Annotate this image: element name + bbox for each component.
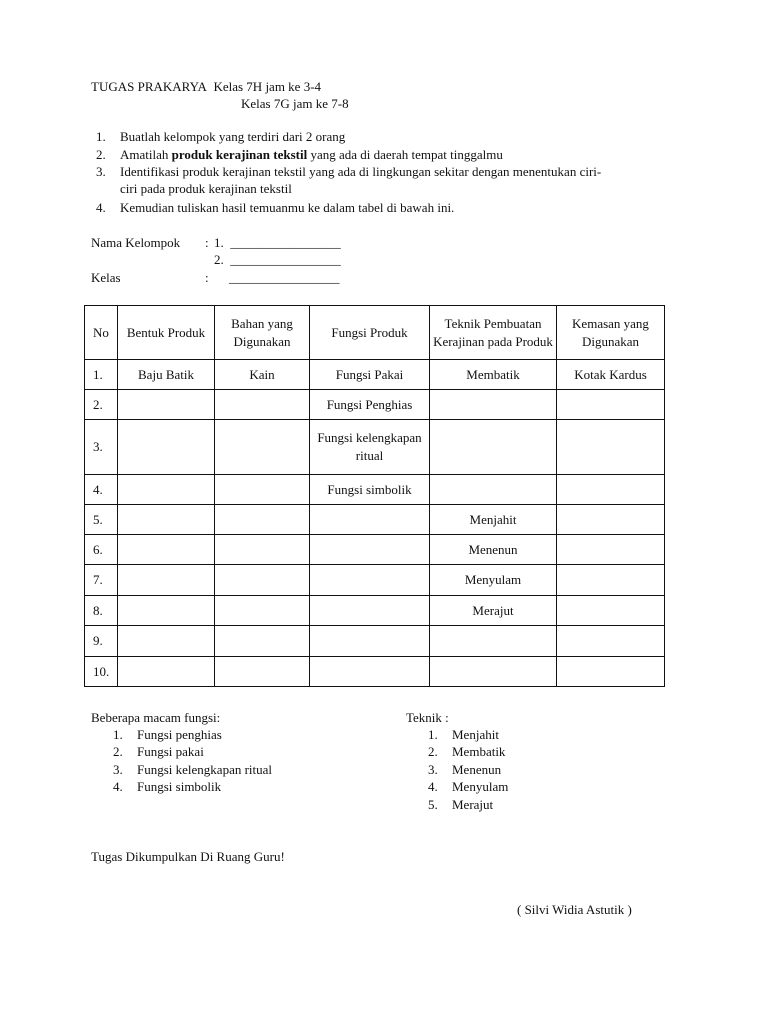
table-header-row: [85, 306, 665, 360]
table-cell: [430, 657, 557, 687]
table-cell: Membatik: [430, 360, 557, 390]
table-cell: [215, 596, 310, 626]
product-table: [84, 305, 665, 687]
table-cell: 1.: [85, 360, 118, 390]
list-item: 1. Menjahit: [428, 727, 499, 742]
table-cell: [430, 475, 557, 505]
table-cell: 10.: [85, 657, 118, 687]
list-item: 3. Fungsi kelengkapan ritual: [113, 762, 273, 777]
instruction-continuation: ciri pada produk kerajinan tekstil: [120, 181, 292, 196]
colon: :: [205, 235, 209, 250]
header-cell: Fungsi Produk: [310, 306, 430, 360]
table-cell: [215, 390, 310, 420]
member-2-field[interactable]: 2. _________________: [214, 252, 341, 267]
header-cell: No: [85, 306, 118, 360]
header-cell: Kemasan yang Digunakan: [557, 306, 665, 360]
table-cell: [310, 565, 430, 596]
table-cell: Menenun: [430, 535, 557, 565]
table-cell: 4.: [85, 475, 118, 505]
table-cell: [118, 596, 215, 626]
blank-line: _________________: [230, 235, 341, 250]
instruction-item: 4. Kemudian tuliskan hasil temuanmu ke dalam tabel di bawah ini.: [96, 200, 455, 215]
table-cell: [557, 596, 665, 626]
table-row: [85, 535, 665, 565]
table-row: [85, 596, 665, 626]
table-cell: [430, 626, 557, 657]
functions-title: Beberapa macam fungsi:: [91, 710, 221, 725]
table-cell: [310, 657, 430, 687]
table-cell: Kain: [215, 360, 310, 390]
table-cell: [118, 475, 215, 505]
table-cell: [215, 475, 310, 505]
table-row: [85, 657, 665, 687]
table-cell: Menjahit: [430, 505, 557, 535]
table-row: [85, 420, 665, 475]
colon: :: [205, 270, 209, 285]
table-cell: [557, 565, 665, 596]
table-cell: [118, 390, 215, 420]
table-cell: Menyulam: [430, 565, 557, 596]
table-row: [85, 475, 665, 505]
table-row: [85, 626, 665, 657]
table-cell: Fungsi simbolik: [310, 475, 430, 505]
table-cell: [118, 626, 215, 657]
group-name-label: Nama Kelompok: [91, 235, 181, 250]
table-row: [85, 505, 665, 535]
member-1-field[interactable]: 1. _________________: [214, 235, 341, 250]
task-title-line: [91, 79, 321, 95]
list-item: 2. Membatik: [428, 744, 506, 759]
table-cell: 9.: [85, 626, 118, 657]
class-label: Kelas: [91, 270, 121, 285]
table-cell: [215, 505, 310, 535]
table-cell: [557, 657, 665, 687]
signature: ( Silvi Widia Astutik ): [517, 902, 632, 917]
table-cell: 5.: [85, 505, 118, 535]
table-cell: [215, 626, 310, 657]
table-cell: Fungsi kelengkapan ritual: [310, 420, 430, 475]
table-cell: [310, 535, 430, 565]
table-cell: Kotak Kardus: [557, 360, 665, 390]
table-row: [85, 360, 665, 390]
class-schedule-1: Kelas 7H jam ke 3-4: [213, 79, 322, 94]
table-cell: [118, 565, 215, 596]
header-cell: Bahan yang Digunakan: [215, 306, 310, 360]
list-item: 4. Fungsi simbolik: [113, 779, 222, 794]
table-cell: [557, 390, 665, 420]
list-item: 5. Merajut: [428, 797, 494, 812]
table-cell: [310, 505, 430, 535]
table-cell: [215, 565, 310, 596]
blank-line: _________________: [230, 252, 341, 267]
instruction-item: 2. Amatilah produk kerajinan tekstil yang ada di daerah tempat tinggalmu: [96, 147, 503, 162]
class-field[interactable]: _________________: [229, 270, 340, 285]
table-cell: [215, 420, 310, 475]
table-cell: [118, 505, 215, 535]
table-cell: [557, 420, 665, 475]
bold-emphasis: produk kerajinan tekstil: [171, 147, 308, 162]
table-cell: [215, 535, 310, 565]
table-cell: [118, 657, 215, 687]
header-cell: Teknik Pembuatan Kerajinan pada Produk: [430, 306, 557, 360]
table-cell: [557, 626, 665, 657]
table-cell: 3.: [85, 420, 118, 475]
table-cell: [557, 505, 665, 535]
table-cell: [430, 420, 557, 475]
table-cell: Fungsi Pakai: [310, 360, 430, 390]
table-cell: 2.: [85, 390, 118, 420]
task-title: TUGAS PRAKARYA: [91, 79, 207, 94]
submission-note: Tugas Dikumpulkan Di Ruang Guru!: [91, 849, 285, 864]
table-cell: Merajut: [430, 596, 557, 626]
table-cell: 6.: [85, 535, 118, 565]
header-cell: Bentuk Produk: [118, 306, 215, 360]
table-cell: [557, 535, 665, 565]
instruction-item: 3. Identifikasi produk kerajinan tekstil yang ada di lingkungan sekitar dengan menentukan ciri-: [96, 164, 602, 179]
table-cell: [215, 657, 310, 687]
table-cell: [118, 420, 215, 475]
table-cell: [310, 596, 430, 626]
class-schedule-2: Kelas 7G jam ke 7-8: [241, 96, 349, 111]
list-item: 4. Menyulam: [428, 779, 509, 794]
instruction-item: 1. Buatlah kelompok yang terdiri dari 2 orang: [96, 129, 346, 144]
list-item: 2. Fungsi pakai: [113, 744, 204, 759]
table-row: [85, 390, 665, 420]
table-cell: [430, 390, 557, 420]
table-cell: [557, 475, 665, 505]
list-item: 3. Menenun: [428, 762, 502, 777]
table-cell: 8.: [85, 596, 118, 626]
table-cell: Baju Batik: [118, 360, 215, 390]
table-cell: [310, 626, 430, 657]
table-cell: [118, 535, 215, 565]
table-row: [85, 565, 665, 596]
techniques-title: Teknik :: [406, 710, 449, 725]
table-cell: 7.: [85, 565, 118, 596]
list-item: 1. Fungsi penghias: [113, 727, 222, 742]
table-cell: Fungsi Penghias: [310, 390, 430, 420]
